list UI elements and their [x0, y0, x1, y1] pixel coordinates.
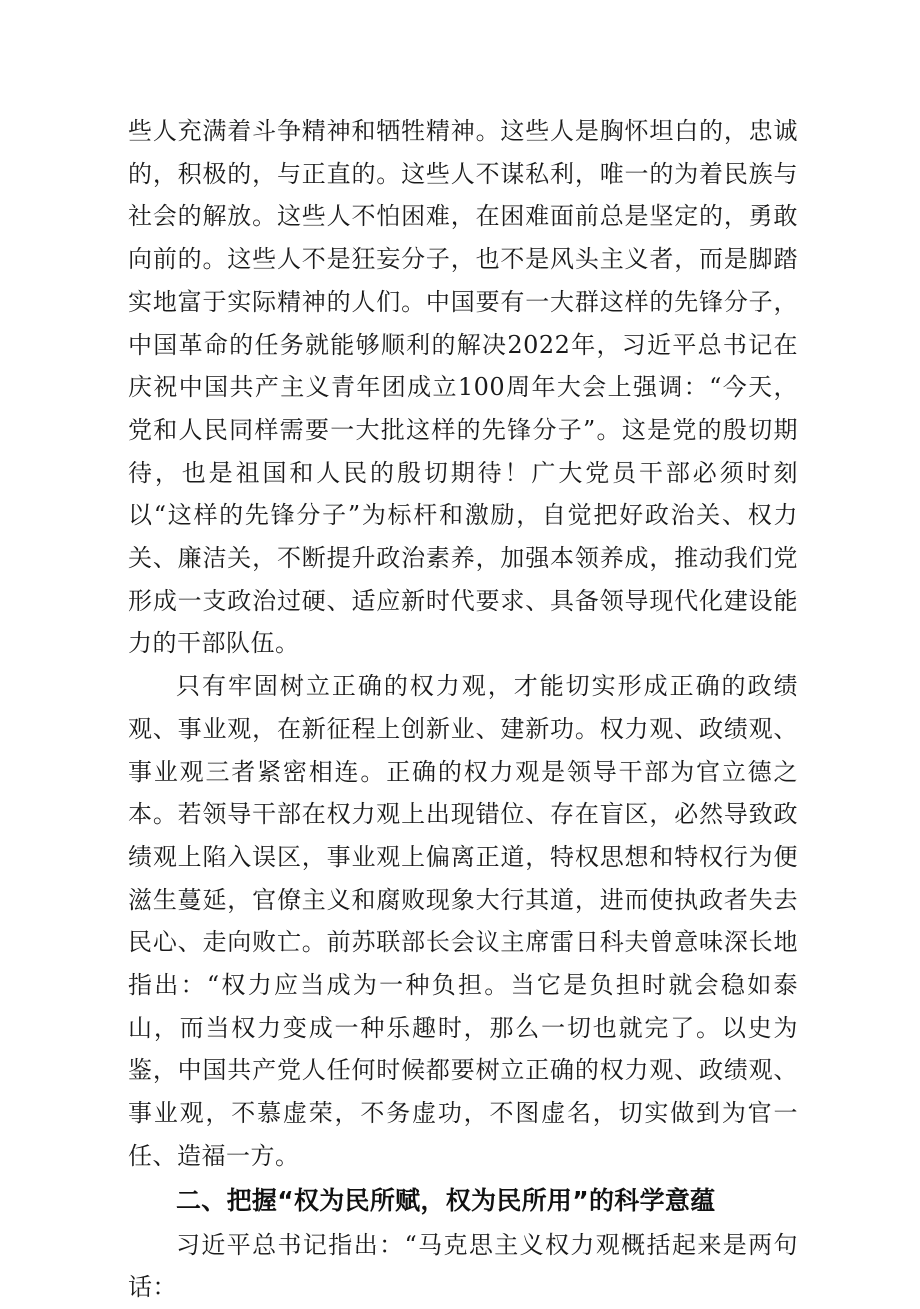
- section-heading: 二、把握“权为民所赋，权为民所用”的科学意蕴: [176, 1185, 716, 1215]
- paragraph-continued: 些人充满着斗争精神和牺牲精神。这些人是胸怀坦白的，忠诚的，积极的，与正直的。这些人不谋私利，唯一的为着民族与社会的解放。这些人不怕困难，在困难面前总是坚定的，勇敢向前的。这些人不是狂妄分子，也不是风头主义者，而是脚踏实地富于实际精神的人们。中国要有一大群这样的先锋分子，中国革命的任务就能够顺利的解决2022年，习近平总书记在庆祝中国共产主义青年团成立100周年大会上强调：“今天，党和人民同样需要一大批这样的先锋分子”。这是党的殷切期待，也是祖国和人民的殷切期待！广大党员干部必须时刻以“这样的先锋分子”为标杆和激励，自觉把好政治关、权力关、廉洁关，不断提升政治素养，加强本领养成，推动我们党形成一支政治过硬、适应新时代要求、具备领导现代化建设能力的干部队伍。: [128, 117, 798, 658]
- paragraph-quote-start: 习近平总书记指出：“马克思主义权力观概括起来是两句话：: [128, 1230, 798, 1302]
- paragraph-power-view: 只有牢固树立正确的权力观，才能切实形成正确的政绩观、事业观，在新征程上创新业、建新功。权力观、政绩观、事业观三者紧密相连。正确的权力观是领导干部为官立德之本。若领导干部在权力观上出现错位、存在盲区，必然导致政绩观上陷入误区，事业观上偏离正道，特权思想和特权行为便滋生蔓延，官僚主义和腐败现象大行其道，进而使执政者失去民心、走向败亡。前苏联部长会议主席雷日科夫曾意味深长地指出：“权力应当成为一种负担。当它是负担时就会稳如泰山，而当权力变成一种乐趣时，那么一切也就完了。以史为鉴，中国共产党人任何时候都要树立正确的权力观、政绩观、事业观，不慕虚荣，不务虚功，不图虚名，切实做到为官一任、造福一方。: [128, 672, 798, 1170]
- document-body: [128, 110, 798, 1309]
